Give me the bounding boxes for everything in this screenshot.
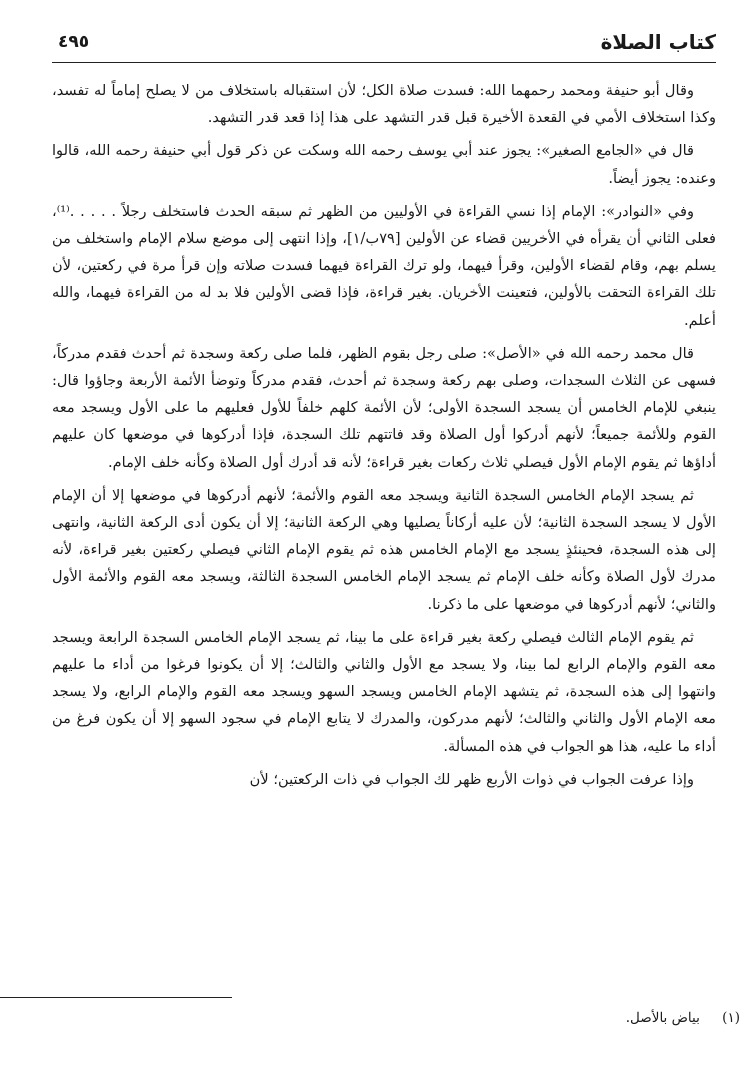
paragraph-3: وفي «النوادر»: الإمام إذا نسي القراءة في الأوليين من الظهر ثم سبقه الحدث فاستخلف رجلاً . . . . .⁽¹⁾، فعلى الثاني أن يقرأه في الأخريين قضاء عن الأولين [٧٩ب/١]، وإذا انتهى إلى موضع سلام الإمام واستخلف من يسلم بهم، وقام لقضاء الأولين، وقرأ فيهما، ولو ترك القراءة فيهما فسدت صلاته وإن قرأ مرة في ركعتين، لأن تلك القراءة التحقت بالأولين، فتعينت الأخريان. بغير قراءة، فإذا قضى الأولين فلا بد له من القراءة فيهما، والله أعلم. (52, 202, 716, 329)
paragraph-1: وقال أبو حنيفة ومحمد رحمهما الله: فسدت صلاة الكل؛ لأن استقباله باستخلاف من لا يصلح إماماً له تفسد، وكذا استخلاف الأمي في القعدة الأخيرة قبل قدر التشهد على هذا إذا قعد قدر التشهد. (52, 82, 716, 127)
main-text (52, 77, 716, 793)
paragraph-7: وإذا عرفت الجواب في ذوات الأربع ظهر لك الجواب في ذات الركعتين؛ لأن (249, 770, 694, 788)
page-number: ٤٩٥ (58, 32, 90, 52)
book-page (52, 28, 716, 1071)
paragraph-5: ثم يسجد الإمام الخامس السجدة الثانية ويسجد معه القوم والأئمة؛ لأنهم أدركوها في موضعها إلا أن الإمام الأول لا يسجد السجدة الثانية؛ لأن عليه أركاناً يصليها وهي الركعة الثانية؛ إلا أن يكون أدى الركعة الثانية، وانتهى إلى هذه السجدة، فحينئذٍ يسجد مع الإمام الخامس هذه ثم يقوم الإمام الثاني فيصلي ركعتين بغير قراءة، لأنه مدرك لأول الصلاة وكأنه خلف الإمام ثم يسجد الإمام الخامس السجدة الثالثة، ويسجد معه القوم والأئمة الأول والثاني؛ لأنهم أدركوها في موضعها على ما ذكرنا. (52, 486, 716, 613)
paragraph-6: ثم يقوم الإمام الثالث فيصلي ركعة بغير قراءة على ما بينا، ثم يسجد الإمام الخامس السجدة الرابعة ويسجد معه القوم والإمام الرابع لما بينا، ولا يسجد مع الأول والثاني والثالث؛ إلا أن يكونوا فرغوا من أداء ما عليهم وانتهوا إلى هذه السجدة، ثم يتشهد الإمام الخامس ويسجد السهو ويسجد معه القوم والإمام الرابع، ولا يسجد معه الإمام الأول والثاني والثالث؛ لأنهم مدركون، والمدرك لا يتابع الإمام في سجود السهو إلا أن يكون فرغ من أداء ما عليه، هذا هو الجواب في هذه المسألة. (52, 628, 716, 755)
page-header (52, 28, 716, 63)
footnote-number: (١) (722, 1010, 740, 1026)
footnote (626, 1010, 740, 1026)
chapter-title: كتاب الصلاة (600, 30, 716, 54)
footnote-divider (0, 997, 232, 998)
paragraph-4: قال محمد رحمه الله في «الأصل»: صلى رجل بقوم الظهر، فلما صلى ركعة وسجدة ثم أحدث فقدم مدركاً، فسهى عن الثلاث السجدات، وصلى بهم ركعة وسجدة ثم أحدث، فقدم مدركاً وتوضأ الأئمة الأربعة وجاؤوا قال: ينبغي للإمام الخامس أن يسجد السجدة الأولى؛ لأن الأئمة كلهم خلفاً للأول فعليهم ما على الأول ويسجد معه القوم وللأئمة جميعاً؛ لأنهم أدركوا أول الصلاة وقد فاتتهم تلك السجدة، فإذا أدركوها في موضعها كان عليهم أداؤها ثم يقوم الإمام الأول فيصلي ثلاث ركعات بغير قراءة؛ لأنه قد أدرك أول الصلاة وكأنه خلف الإمام. (52, 344, 716, 471)
paragraph-2: قال في «الجامع الصغير»: يجوز عند أبي يوسف رحمه الله وسكت عن ذكر قول أبي حنيفة رحمه الله، قالوا وعنده: يجوز أيضاً. (52, 142, 716, 187)
footnote-text: بياض بالأصل. (625, 1010, 700, 1026)
